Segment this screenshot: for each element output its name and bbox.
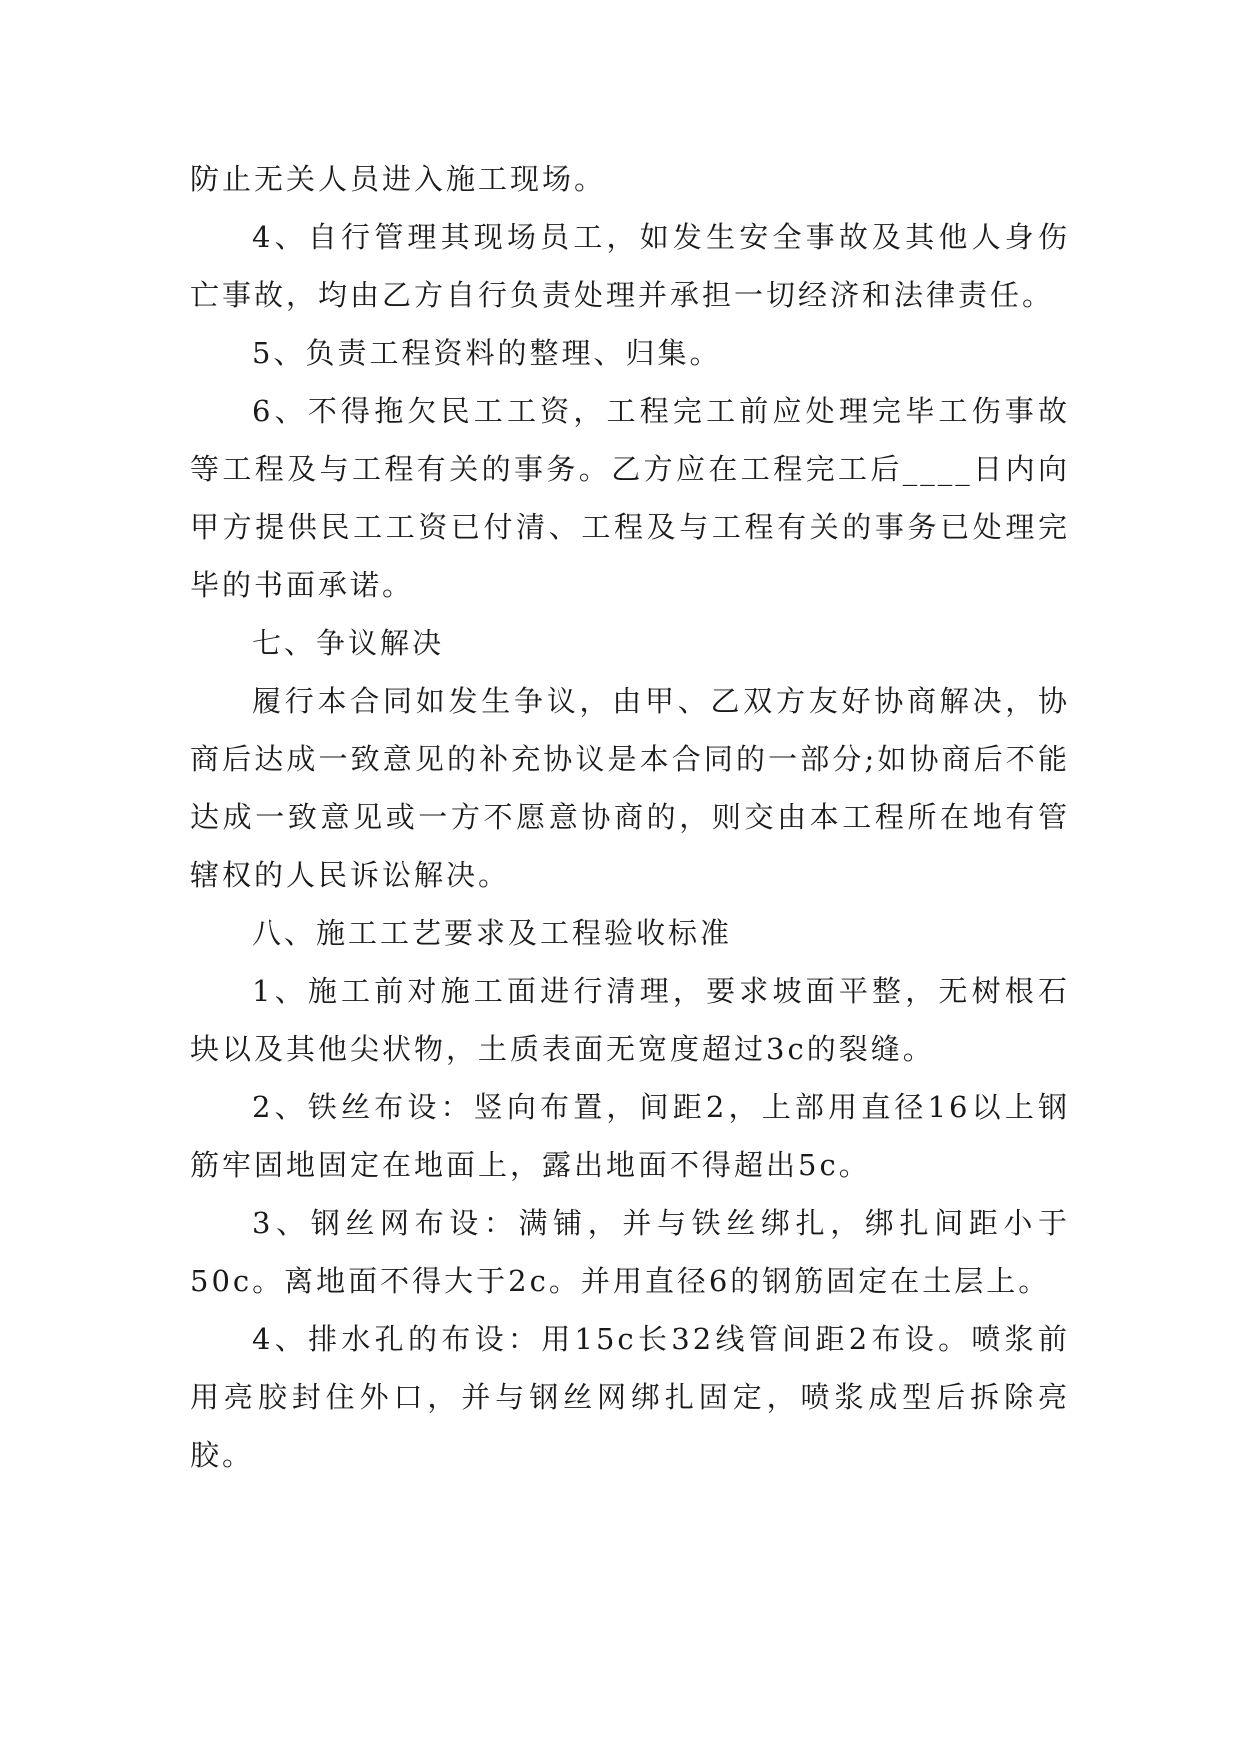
paragraph: 4、排水孔的布设：用15c长32线管间距2布设。喷浆前用亮胶封住外口，并与钢丝网绑扎固定，喷浆成型后拆除亮胶。 [190,1322,1070,1472]
paragraph: 5、负责工程资料的整理、归集。 [252,336,722,370]
paragraph: 履行本合同如发生争议，由甲、乙双方友好协商解决，协商后达成一致意见的补充协议是本合同的一部分;如协商后不能达成一致意见或一方不愿意协商的，则交由本工程所在地有管辖权的人民诉讼解决。 [190,684,1070,892]
document-body [190,150,1070,1484]
section-heading: 七、争议解决 [252,626,445,660]
paragraph: 2、铁丝布设：竖向布置，间距2，上部用直径16以上钢筋牢固地固定在地面上，露出地面不得超出5c。 [190,1090,1070,1182]
paragraph: 4、自行管理其现场员工，如发生安全事故及其他人身伤亡事故，均由乙方自行负责处理并承担一切经济和法律责任。 [190,220,1070,312]
paragraph: 1、施工前对施工面进行清理，要求坡面平整，无树根石块以及其他尖状物，土质表面无宽度超过3c的裂缝。 [190,974,1070,1066]
paragraph: 6、不得拖欠民工工资，工程完工前应处理完毕工伤事故等工程及与工程有关的事务。乙方应在工程完工后____日内向甲方提供民工工资已付清、工程及与工程有关的事务已处理完毕的书面承诺。 [190,394,1070,602]
paragraph: 3、钢丝网布设：满铺，并与铁丝绑扎，绑扎间距小于50c。离地面不得大于2c。并用直径6的钢筋固定在土层上。 [190,1206,1070,1298]
paragraph: 防止无关人员进入施工现场。 [190,162,607,196]
section-heading: 八、施工工艺要求及工程验收标准 [252,916,733,950]
